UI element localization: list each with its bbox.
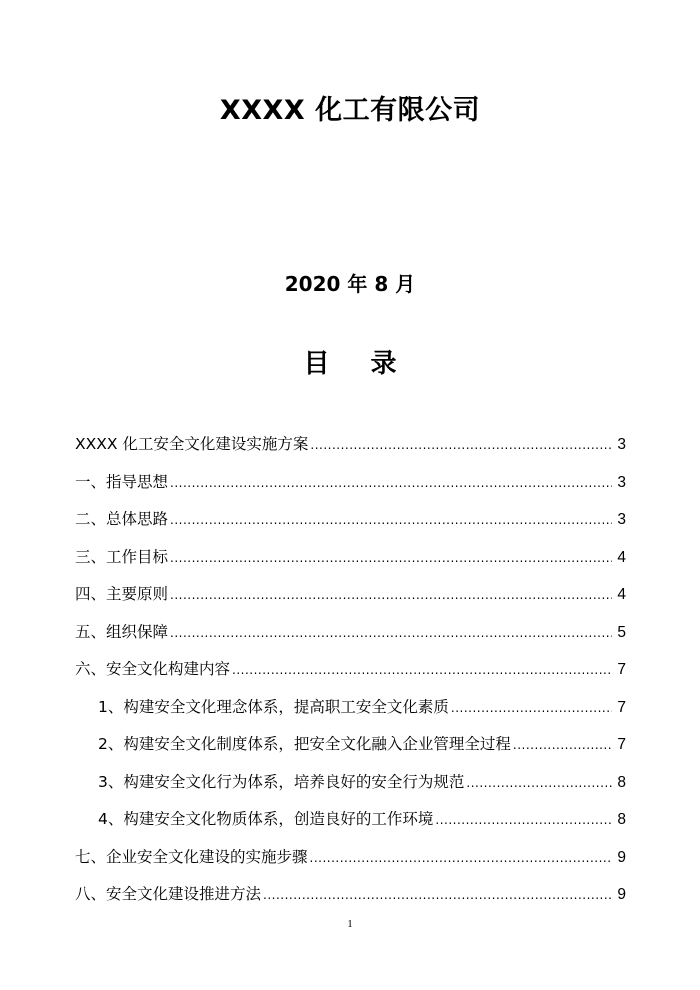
- toc-entry[interactable]: [75, 464, 626, 502]
- toc-entry-page: 3: [617, 473, 626, 491]
- toc-entry-page: 7: [617, 698, 626, 716]
- toc-entry-label: 六、安全文化构建内容: [75, 660, 231, 678]
- toc-dot-leader: [170, 502, 612, 540]
- toc-entry[interactable]: [75, 501, 626, 539]
- toc-subentry[interactable]: [75, 801, 626, 839]
- toc-dot-leader: [170, 540, 612, 578]
- toc-dot-leader: [170, 577, 612, 615]
- document-date: 2020 年 8 月: [284, 272, 416, 296]
- toc-entry-label: 二、总体思路: [75, 510, 169, 528]
- toc-subentry[interactable]: [75, 689, 626, 727]
- toc-entry[interactable]: [75, 539, 626, 577]
- page-number: 1: [347, 918, 353, 930]
- toc-entry-page: 7: [617, 661, 626, 678]
- toc-entry-page: 9: [617, 848, 626, 866]
- toc-subentry[interactable]: [75, 726, 626, 764]
- toc-entry-label: 五、组织保障: [75, 622, 169, 641]
- toc-dot-leader: [451, 690, 612, 728]
- toc-subentry[interactable]: [75, 764, 626, 802]
- toc-dot-leader: [466, 765, 612, 803]
- toc-entry-page: 3: [617, 511, 626, 528]
- toc-entry[interactable]: [75, 614, 626, 652]
- toc-dot-leader: [513, 727, 612, 765]
- toc-entry-page: 3: [617, 436, 626, 453]
- toc-dot-leader: [170, 615, 612, 653]
- toc-entry-label: 八、安全文化建设推进方法: [75, 885, 262, 903]
- toc-entry-label: XXXX 化工安全文化建设实施方案: [75, 435, 309, 453]
- toc-entry-page: 9: [617, 886, 626, 903]
- toc-entry[interactable]: [75, 576, 626, 614]
- toc-entry[interactable]: [75, 426, 626, 464]
- toc-entry-page: 5: [617, 623, 626, 641]
- toc-heading: 目 录: [303, 349, 413, 379]
- toc-entry[interactable]: [75, 876, 626, 914]
- toc-entry-label: 2、构建安全文化制度体系，把安全文化融入企业管理全过程: [98, 735, 511, 753]
- toc-dot-leader: [232, 652, 612, 690]
- toc-entry-label: 四、主要原则: [75, 585, 169, 603]
- toc-dot-leader: [435, 802, 612, 840]
- toc-entry-label: 七、企业安全文化建设的实施步骤: [75, 847, 308, 866]
- toc-entry-label: 三、工作目标: [75, 547, 169, 566]
- toc-dot-leader: [263, 877, 612, 915]
- company-title: XXXX 化工有限公司: [219, 95, 481, 126]
- toc-entry-page: 4: [617, 586, 626, 603]
- toc-entry-label: 4、构建安全文化物质体系，创造良好的工作环境: [98, 810, 434, 828]
- table-of-contents: [75, 426, 626, 914]
- toc-dot-leader: [310, 427, 612, 465]
- toc-dot-leader: [310, 840, 612, 878]
- toc-entry-label: 1、构建安全文化理念体系，提高职工安全文化素质: [98, 697, 449, 716]
- toc-entry-page: 4: [617, 548, 626, 566]
- toc-dot-leader: [170, 465, 612, 503]
- toc-entry-page: 8: [617, 773, 626, 791]
- toc-entry-page: 8: [617, 811, 626, 828]
- toc-entry-label: 一、指导思想: [75, 472, 169, 491]
- toc-entry[interactable]: [75, 651, 626, 689]
- toc-entry-label: 3、构建安全文化行为体系，培养良好的安全行为规范: [98, 772, 465, 791]
- toc-entry-page: 7: [617, 736, 626, 753]
- toc-entry[interactable]: [75, 839, 626, 877]
